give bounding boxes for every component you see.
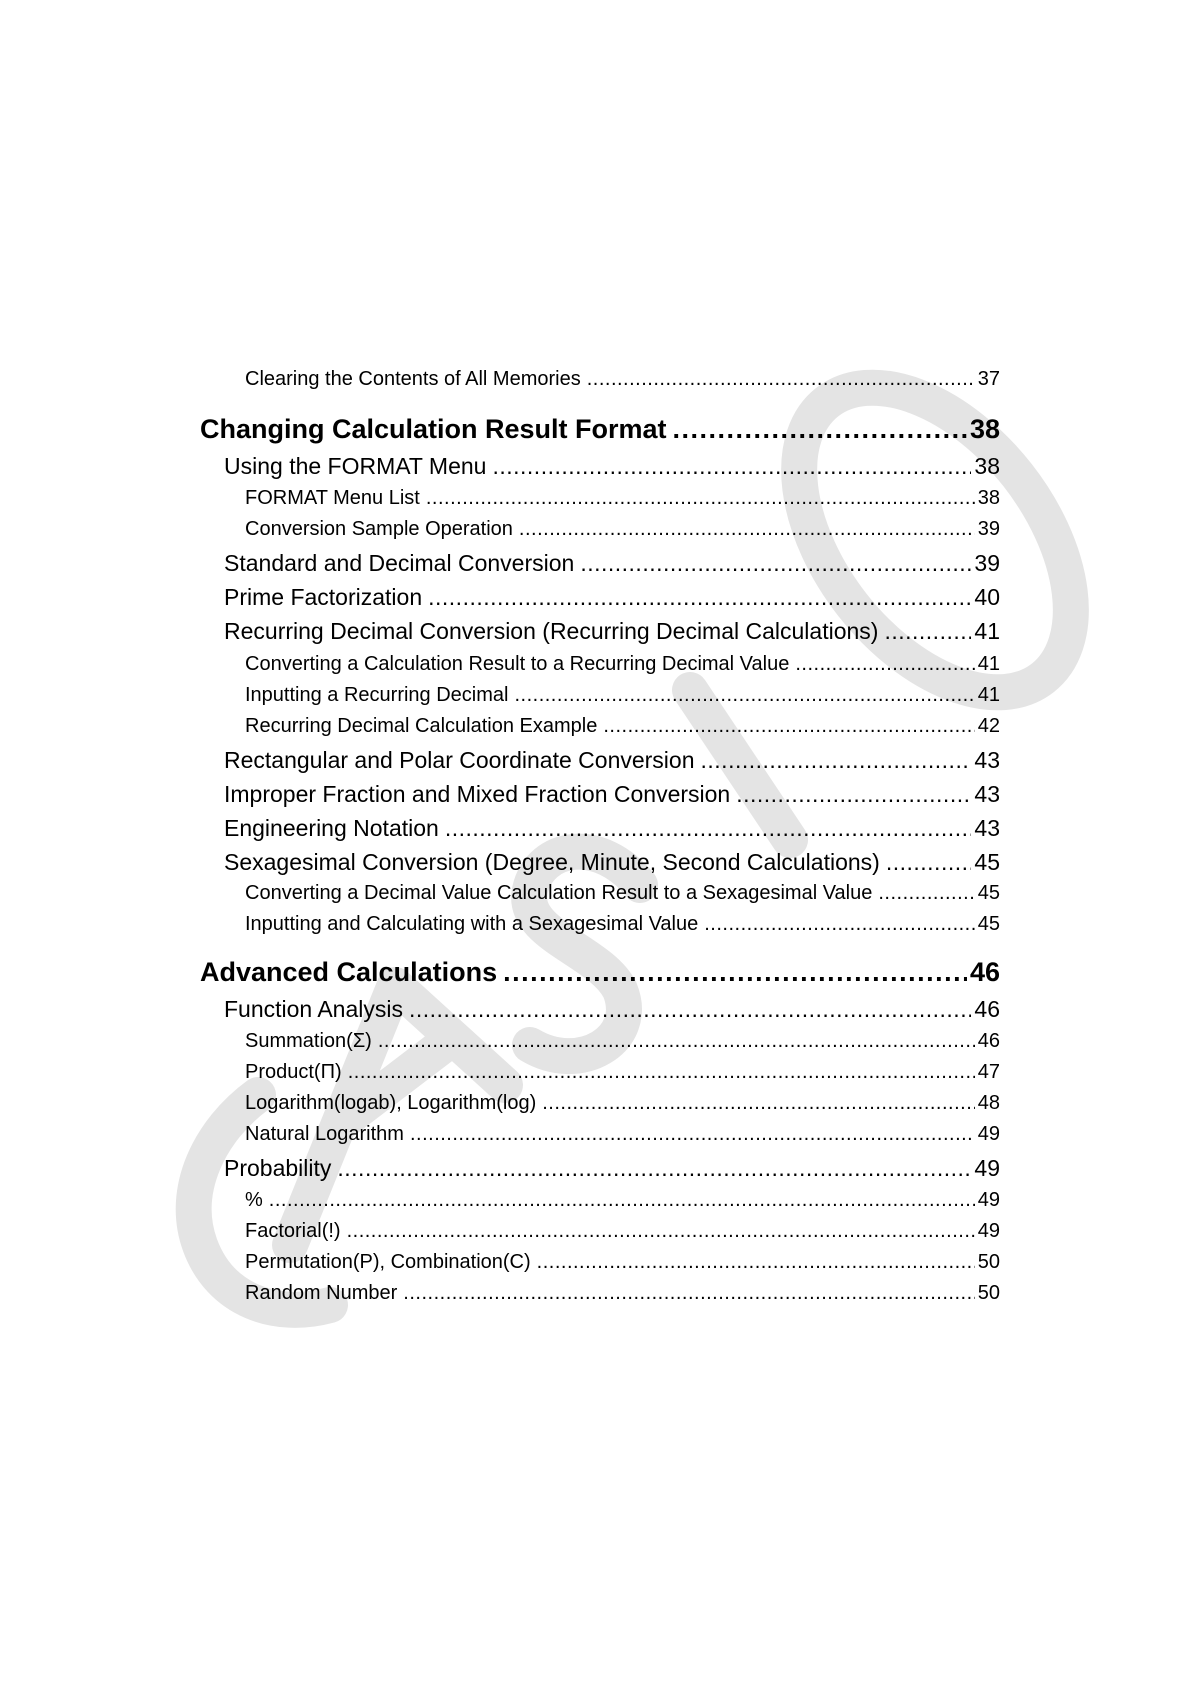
toc-entry-page: 43 xyxy=(974,815,1000,841)
toc-entry-title: Permutation(P), Combination(C) xyxy=(245,1251,531,1273)
toc-entry-page: 41 xyxy=(974,618,1000,644)
dot-leader xyxy=(347,1220,975,1243)
dot-leader xyxy=(428,584,971,611)
toc-entry-title: Improper Fraction and Mixed Fraction Conversion xyxy=(224,781,731,807)
toc-entry-title: FORMAT Menu List xyxy=(245,487,420,509)
dot-leader xyxy=(514,684,974,707)
toc-entry-page: 38 xyxy=(974,453,1000,479)
dot-leader xyxy=(701,747,972,774)
dot-leader xyxy=(587,368,975,391)
toc-entry-title: Engineering Notation xyxy=(224,815,439,841)
dot-leader xyxy=(503,957,967,988)
toc-heading-title: Changing Calculation Result Format xyxy=(200,414,667,444)
dot-leader xyxy=(337,1155,971,1182)
toc-entry-prime-factorization[interactable] xyxy=(224,584,1000,611)
toc-heading-changing-result-format[interactable] xyxy=(200,414,1000,445)
toc-heading-advanced-calculations[interactable] xyxy=(200,957,1000,988)
toc-entry-title: Using the FORMAT Menu xyxy=(224,453,487,479)
toc-entry-page: 43 xyxy=(974,781,1000,807)
toc-entry-summation[interactable] xyxy=(245,1030,1000,1053)
dot-leader xyxy=(542,1092,975,1115)
dot-leader xyxy=(673,414,967,445)
dot-leader xyxy=(704,913,975,936)
toc-entry-title: Rectangular and Polar Coordinate Conversion xyxy=(224,747,695,773)
toc-entry-title: Probability xyxy=(224,1155,332,1181)
toc-entry-page: 47 xyxy=(977,1061,1000,1083)
dot-leader xyxy=(403,1282,974,1305)
toc-entry-standard-decimal[interactable] xyxy=(224,550,1000,577)
dot-leader xyxy=(886,849,972,876)
toc-heading-title: Advanced Calculations xyxy=(200,957,498,987)
toc-entry-logarithm[interactable] xyxy=(245,1092,1000,1115)
dot-leader xyxy=(426,487,975,510)
dot-leader xyxy=(878,882,974,905)
toc-entry-title: Factorial(!) xyxy=(245,1220,341,1242)
toc-entry-recurring-decimal[interactable] xyxy=(224,618,1000,645)
toc-entry-page: 37 xyxy=(977,368,1000,390)
toc-entry-title: Logarithm(logab), Logarithm(log) xyxy=(245,1092,537,1114)
toc-entry-title: % xyxy=(245,1189,263,1211)
dot-leader xyxy=(445,815,972,842)
toc-entry-page: 45 xyxy=(977,882,1000,904)
dot-leader xyxy=(603,715,974,738)
toc-entry-page: 49 xyxy=(977,1123,1000,1145)
toc-entry-title: Prime Factorization xyxy=(224,584,423,610)
toc-entry-title: Converting a Calculation Result to a Recurring Decimal Value xyxy=(245,653,790,675)
toc-entry-title: Converting a Decimal Value Calculation Result to a Sexagesimal Value xyxy=(245,882,873,904)
toc-entry-title: Natural Logarithm xyxy=(245,1123,404,1145)
toc-entry-clearing-memories[interactable] xyxy=(245,368,1000,391)
toc-entry-page: 45 xyxy=(977,913,1000,935)
toc-entry-probability[interactable] xyxy=(224,1155,1000,1182)
dot-leader xyxy=(410,1123,975,1146)
toc-entry-title: Clearing the Contents of All Memories xyxy=(245,368,581,390)
toc-entry-improper-mixed-fraction[interactable] xyxy=(224,781,1000,808)
dot-leader xyxy=(537,1251,975,1274)
toc-entry-random-number[interactable] xyxy=(245,1282,1000,1305)
toc-entry-title: Inputting and Calculating with a Sexagesimal Value xyxy=(245,913,699,935)
toc-entry-title: Recurring Decimal Conversion (Recurring Decimal Calculations) xyxy=(224,618,879,644)
toc-entry-page: 45 xyxy=(974,849,1000,875)
toc-entry-title: Function Analysis xyxy=(224,996,403,1022)
toc-entry-product[interactable] xyxy=(245,1061,1000,1084)
dot-leader xyxy=(884,618,971,645)
toc-entry-natural-logarithm[interactable] xyxy=(245,1123,1000,1146)
toc-entry-converting-sexagesimal[interactable] xyxy=(245,882,1000,905)
toc-entry-conversion-sample[interactable] xyxy=(245,518,1000,541)
toc-entry-sexagesimal[interactable] xyxy=(224,849,1000,876)
toc-entry-converting-recurring[interactable] xyxy=(245,653,1000,676)
dot-leader xyxy=(492,453,971,480)
toc-heading-page: 46 xyxy=(969,957,1000,987)
toc-entry-page: 50 xyxy=(977,1251,1000,1273)
toc-entry-page: 39 xyxy=(977,518,1000,540)
toc-entry-page: 49 xyxy=(977,1189,1000,1211)
toc-entry-recurring-example[interactable] xyxy=(245,715,1000,738)
toc-entry-page: 40 xyxy=(974,584,1000,610)
dot-leader xyxy=(378,1030,975,1053)
toc-entry-page: 38 xyxy=(977,487,1000,509)
toc-entry-page: 49 xyxy=(974,1155,1000,1181)
toc-entry-using-format-menu[interactable] xyxy=(224,453,1000,480)
toc-entry-title: Random Number xyxy=(245,1282,398,1304)
toc-heading-page: 38 xyxy=(969,414,1000,444)
toc-entry-factorial[interactable] xyxy=(245,1220,1000,1243)
dot-leader xyxy=(348,1061,975,1084)
dot-leader xyxy=(269,1189,975,1212)
toc-entry-page: 50 xyxy=(977,1282,1000,1304)
toc-entry-page: 41 xyxy=(977,653,1000,675)
dot-leader xyxy=(580,550,971,577)
toc-entry-page: 46 xyxy=(977,1030,1000,1052)
toc-entry-page: 49 xyxy=(977,1220,1000,1242)
toc-entry-title: Product(Π) xyxy=(245,1061,342,1083)
toc-entry-page: 43 xyxy=(974,747,1000,773)
toc-entry-format-menu-list[interactable] xyxy=(245,487,1000,510)
toc-entry-page: 42 xyxy=(977,715,1000,737)
toc-entry-function-analysis[interactable] xyxy=(224,996,1000,1023)
toc-entry-title: Conversion Sample Operation xyxy=(245,518,513,540)
toc-entry-title: Inputting a Recurring Decimal xyxy=(245,684,509,706)
toc-entry-title: Recurring Decimal Calculation Example xyxy=(245,715,598,737)
dot-leader xyxy=(736,781,971,808)
dot-leader xyxy=(409,996,971,1023)
toc-entry-page: 46 xyxy=(974,996,1000,1022)
dot-leader xyxy=(795,653,974,676)
toc-entry-inputting-recurring[interactable] xyxy=(245,684,1000,707)
toc-entry-title: Sexagesimal Conversion (Degree, Minute, Second Calculations) xyxy=(224,849,880,875)
toc-entry-rectangular-polar[interactable] xyxy=(224,747,1000,774)
toc-entry-percent[interactable] xyxy=(245,1189,1000,1212)
toc-entry-engineering-notation[interactable] xyxy=(224,815,1000,842)
toc-entry-permutation-combination[interactable] xyxy=(245,1251,1000,1274)
toc-entry-page: 39 xyxy=(974,550,1000,576)
toc-entry-inputting-sexagesimal[interactable] xyxy=(245,913,1000,936)
toc-entry-title: Summation(Σ) xyxy=(245,1030,372,1052)
toc-entry-page: 41 xyxy=(977,684,1000,706)
toc-entry-title: Standard and Decimal Conversion xyxy=(224,550,575,576)
dot-leader xyxy=(519,518,975,541)
toc-entry-page: 48 xyxy=(977,1092,1000,1114)
